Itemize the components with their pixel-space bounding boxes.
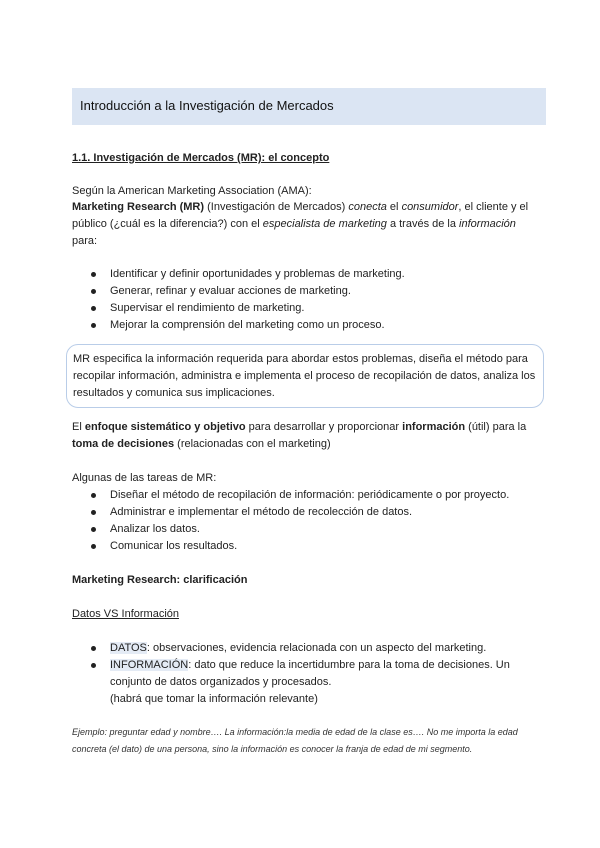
list-item: Analizar los datos. bbox=[72, 521, 532, 538]
definition-informacion: información bbox=[459, 218, 516, 230]
datos-term: DATOS bbox=[110, 642, 147, 654]
tasks-heading: Algunas de las tareas de MR: bbox=[72, 472, 217, 484]
datos-text: : observaciones, evidencia relacionada con un aspecto del marketing. bbox=[146, 642, 487, 654]
definition-term: Marketing Research (MR) bbox=[72, 201, 205, 213]
list-item: Diseñar el método de recopilación de información: periódicamente o por proyecto. bbox=[72, 487, 532, 504]
tasks-list bbox=[72, 487, 532, 555]
informacion-text: : dato que reduce la incertidumbre para la toma de decisiones. Un conjunto de datos organizados y procesados. bbox=[110, 659, 510, 688]
list-item: Supervisar el rendimiento de marketing. bbox=[72, 300, 532, 317]
definition-especialista: especialista de marketing bbox=[262, 218, 387, 230]
callout-text: MR especifica la información requerida para abordar estos problemas, diseña el método para recopilar información, administra e implementa el proceso de recopilación de datos, analiza los resultados y comunica sus implicaciones. bbox=[73, 353, 536, 399]
title-bar bbox=[72, 88, 546, 125]
definition-text-3: , el cliente y el público (¿cuál es la diferencia?) con el bbox=[72, 201, 529, 230]
definition-paragraph bbox=[72, 199, 532, 250]
list-item-informacion bbox=[72, 657, 532, 691]
enfoque-bold-3: toma de decisiones bbox=[72, 438, 175, 450]
list-item: Comunicar los resultados. bbox=[72, 538, 532, 555]
definition-text-5: para: bbox=[72, 235, 98, 247]
list-item-datos bbox=[72, 640, 532, 657]
enfoque-text-3: (útil) para la bbox=[465, 421, 527, 433]
callout-box bbox=[66, 344, 544, 408]
definition-consumidor: consumidor bbox=[401, 201, 459, 213]
section-heading: 1.1. Investigación de Mercados (MR): el concepto bbox=[72, 152, 330, 164]
informacion-term: INFORMACIÓN bbox=[110, 659, 189, 671]
enfoque-text-4: (relacionadas con el marketing) bbox=[174, 438, 331, 450]
enfoque-text-1: El bbox=[72, 421, 85, 433]
definition-text-4: a través de la bbox=[386, 218, 460, 230]
enfoque-paragraph bbox=[72, 419, 532, 453]
list-item: Mejorar la comprensión del marketing como un proceso. bbox=[72, 317, 532, 334]
example-text: Ejemplo: preguntar edad y nombre…. La información:la media de edad de la clase es…. No me importa la edad concreta (el dato) de una persona, sino la información es conocer la franja de edad de mi segmento. bbox=[72, 727, 518, 754]
enfoque-text-2: para desarrollar y proporcionar bbox=[245, 421, 403, 433]
definition-conecta: conecta bbox=[348, 201, 387, 213]
list-item: Identificar y definir oportunidades y problemas de marketing. bbox=[72, 266, 532, 283]
ama-intro: Según la American Marketing Association (AMA): bbox=[72, 185, 312, 197]
enfoque-bold-2: información bbox=[402, 421, 466, 433]
goals-list bbox=[72, 266, 532, 334]
list-item: Administrar e implementar el método de recolección de datos. bbox=[72, 504, 532, 521]
informacion-note: (habrá que tomar la información relevante) bbox=[110, 693, 318, 705]
list-item: Generar, refinar y evaluar acciones de marketing. bbox=[72, 283, 532, 300]
page-title: Introducción a la Investigación de Mercados bbox=[80, 98, 334, 113]
definition-text-2: el bbox=[386, 201, 402, 213]
enfoque-bold-1: enfoque sistemático y objetivo bbox=[84, 421, 246, 433]
datos-vs-informacion-heading: Datos VS Información bbox=[72, 608, 179, 620]
datos-info-list bbox=[72, 640, 532, 691]
definition-text-1: (Investigación de Mercados) bbox=[204, 201, 349, 213]
clarification-heading: Marketing Research: clarificación bbox=[72, 574, 248, 586]
